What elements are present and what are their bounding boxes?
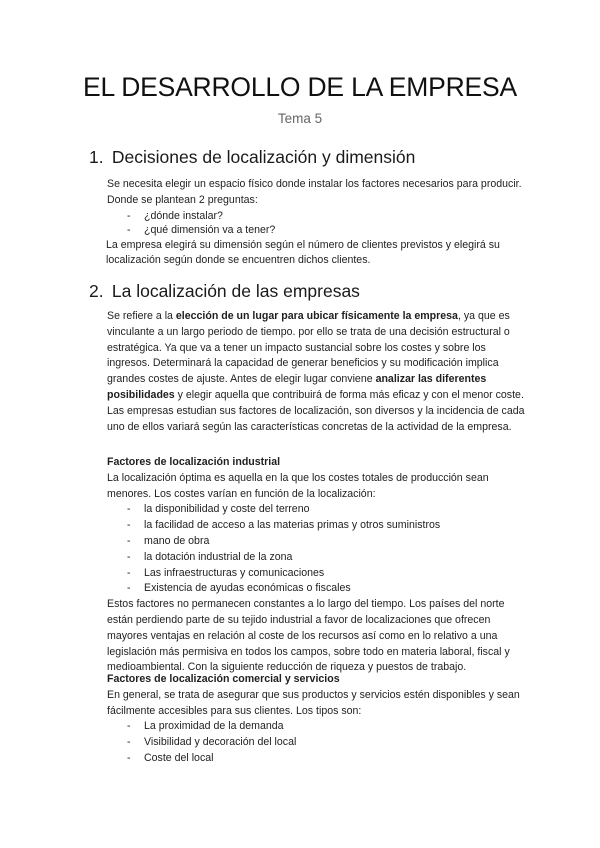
list-item: - Existencia de ayudas económicas o fiscales (107, 581, 527, 597)
section-1-questions (107, 209, 527, 238)
commercial-heading: Factores de localización comercial y servicios (107, 673, 340, 685)
page-subtitle: Tema 5 (277, 111, 323, 126)
page-title: EL DESARROLLO DE LA EMPRESA (83, 72, 517, 102)
list-item: - La proximidad de la demanda (107, 719, 527, 735)
section-1-number: 1. (89, 147, 104, 167)
list-item: - ¿qué dimensión va a tener? (107, 223, 527, 238)
section-1-intro: Se necesita elegir un espacio físico donde instalar los factores necesarios para producir. Donde se plantean 2 preguntas: (107, 178, 522, 206)
section-1-body (107, 177, 527, 269)
commercial-factors (107, 672, 527, 767)
list-item: - la facilidad de acceso a las materias primas y otros suministros (107, 518, 527, 534)
list-item: - Las infraestructuras y comunicaciones (107, 566, 527, 582)
intro-bold-1: elección de un lugar para ubicar físicamente la empresa (175, 310, 458, 322)
section-2-number: 2. (89, 281, 104, 301)
list-item: - Coste del local (107, 751, 527, 767)
intro-text-1: Se refiere a la (107, 310, 176, 322)
industrial-heading: Factores de localización industrial (107, 456, 281, 468)
industrial-factors (107, 455, 527, 676)
commercial-intro: En general, se trata de asegurar que sus productos y servicios estén disponibles y sean fácilmente accesibles para sus clientes. Los tipos son: (107, 688, 520, 717)
commercial-list (107, 719, 527, 766)
intro-text-2: , ya que es vinculante a un largo periodo de tiempo. por ello se trata de una decisión estructural o estratégica. Ya que va a tener un impacto sustancial sobre los costes y sobre los ingresos. Determinará la capacidad de generar beneficios y su modificación implica grandes costes de ajuste. Antes de elegir lugar conviene (107, 310, 510, 386)
list-item: - Visibilidad y decoración del local (107, 735, 527, 751)
list-item: - la dotación industrial de la zona (107, 550, 527, 566)
section-2-heading (89, 281, 360, 302)
section-1-closing: La empresa elegirá su dimensión según el número de clientes previstos y elegirá su localización según donde se encuentren dichos clientes. (106, 238, 500, 267)
section-2-title: La localización de las empresas (111, 281, 360, 301)
section-1-title: Decisiones de localización y dimensión (111, 147, 416, 167)
section-1-heading (89, 147, 415, 168)
industrial-intro: La localización óptima es aquella en la que los costes totales de producción sean menores. Los costes varían en función de la localización: (107, 471, 489, 500)
list-item: - mano de obra (107, 534, 527, 550)
list-item: - ¿dónde instalar? (107, 209, 527, 224)
section-2-intro (107, 309, 527, 435)
industrial-closing: Estos factores no permanecen constantes a lo largo del tiempo. Los países del norte están perdiendo parte de su tejido industrial a favor de localizaciones que ofrecen mayores ventajas en relación al coste de los recursos así como en lo relativo a una legislación más permisiva en todos los campos, sobre todo en materia laboral, fiscal y medioambiental. Con la siguiente reducción de riqueza y puestos de trabajo. (107, 598, 510, 674)
section-2-body (107, 309, 527, 435)
intro-bold-2: analizar las diferentes posibilidades (107, 373, 487, 401)
list-item: - la disponibilidad y coste del terreno (107, 502, 527, 518)
industrial-list (107, 502, 527, 597)
intro-text-3: y elegir aquella que contribuirá de forma más eficaz y con el menor coste. Las empresas estudian sus factores de localización, son diversos y la incidencia de cada uno de ellos variará según las características concretas de la actividad de la empresa. (107, 388, 525, 433)
